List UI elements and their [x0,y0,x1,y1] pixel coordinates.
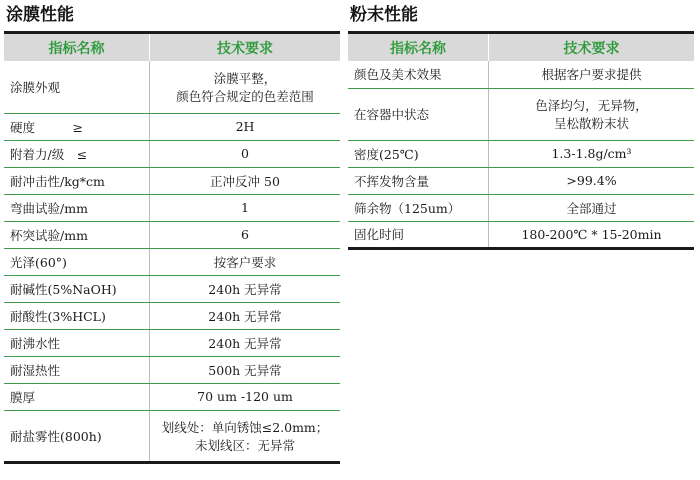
coating-table [4,31,340,464]
row-value-line: >99.4% [566,173,617,188]
row-name: 光泽(60°) [4,248,150,275]
row-value-line: 按客户要求 [213,254,277,270]
coating-panel [4,0,340,464]
row-name: 密度(25℃) [348,140,489,167]
row-name: 杯突试验/mm [4,221,150,248]
row-name: 固化时间 [348,221,489,248]
row-value-line: 500h 无异常 [208,362,282,378]
table-row [4,61,340,113]
coating-table-body [4,61,340,462]
row-name: 膜厚 [4,383,150,410]
coating-title: 涂膜性能 [6,5,74,25]
row-value-line: 1.3-1.8g/cm³ [551,146,632,161]
powder-header-requirement: 技术要求 [489,33,695,62]
row-value [150,194,341,221]
table-row [4,329,340,356]
table-row [4,167,340,194]
row-value-line: 未划线区：无异常 [194,437,295,453]
row-value [150,61,341,113]
row-value [150,113,341,140]
table-row [348,140,694,167]
row-value [150,356,341,383]
row-value [489,167,695,194]
row-value-line: 划线处：单向锈蚀≤2.0mm； [161,419,329,435]
table-row [348,194,694,221]
row-name: 耐碱性(5%NaOH) [4,275,150,302]
row-name: 附着力/级 ≤ [4,140,150,167]
row-name: 弯曲试验/mm [4,194,150,221]
table-row [4,356,340,383]
powder-header-name: 指标名称 [348,33,489,62]
row-value [489,140,695,167]
row-name: 耐酸性(3%HCL) [4,302,150,329]
row-name: 颜色及美术效果 [348,61,489,88]
row-name: 硬度 ≥ [4,113,150,140]
row-name: 涂膜外观 [4,61,150,113]
row-value-line: 呈松散粉末状 [553,116,629,131]
table-row [4,275,340,302]
row-value-line: 正冲反冲 50 [210,173,280,189]
row-value-line: 240h 无异常 [208,335,282,351]
powder-header-row [348,33,694,62]
row-value [150,167,341,194]
table-row [4,410,340,462]
row-value [489,221,695,248]
powder-table-body [348,61,694,248]
row-value-line: 涂膜平整， [213,70,277,86]
table-row [348,167,694,194]
row-value [150,140,341,167]
powder-table [348,31,694,250]
row-value-line: 颜色符合规定的色差范围 [176,88,314,104]
row-value [150,275,341,302]
row-name: 在容器中状态 [348,88,489,140]
coating-header-row [4,33,340,62]
row-value [150,221,341,248]
table-row [4,221,340,248]
coating-header-name: 指标名称 [4,33,150,62]
row-value-line: 6 [241,227,249,242]
row-name: 耐盐雾性(800h) [4,410,150,462]
row-name: 筛余物（125um） [348,194,489,221]
row-value-line: 2H [235,119,255,134]
row-value [489,194,695,221]
row-name: 不挥发物含量 [348,167,489,194]
row-value-line: 色泽均匀，无异物， [535,98,648,113]
table-row [4,383,340,410]
table-row [348,88,694,140]
table-row [348,221,694,248]
row-value-line: 0 [241,146,249,161]
row-value [150,410,341,462]
row-value [150,302,341,329]
row-value [150,329,341,356]
table-row [4,302,340,329]
table-row [4,248,340,275]
table-row [4,113,340,140]
powder-title: 粉末性能 [350,5,418,25]
row-value-line: 240h 无异常 [208,281,282,297]
row-name: 耐沸水性 [4,329,150,356]
table-row [348,61,694,88]
row-name: 耐湿热性 [4,356,150,383]
row-value [150,248,341,275]
row-value-line: 70 um -120 um [197,389,293,404]
row-value [489,88,695,140]
table-row [4,194,340,221]
row-value-line: 240h 无异常 [208,308,282,324]
row-value-line: 根据客户要求提供 [541,67,642,83]
row-value [150,383,341,410]
row-value [489,61,695,88]
powder-panel [348,0,694,250]
row-value-line: 1 [241,200,249,215]
row-value-line: 全部通过 [566,200,617,216]
row-value-line: 180-200℃ * 15-20min [521,226,662,242]
row-name: 耐冲击性/kg*cm [4,167,150,194]
table-row [4,140,340,167]
coating-header-requirement: 技术要求 [150,33,341,62]
